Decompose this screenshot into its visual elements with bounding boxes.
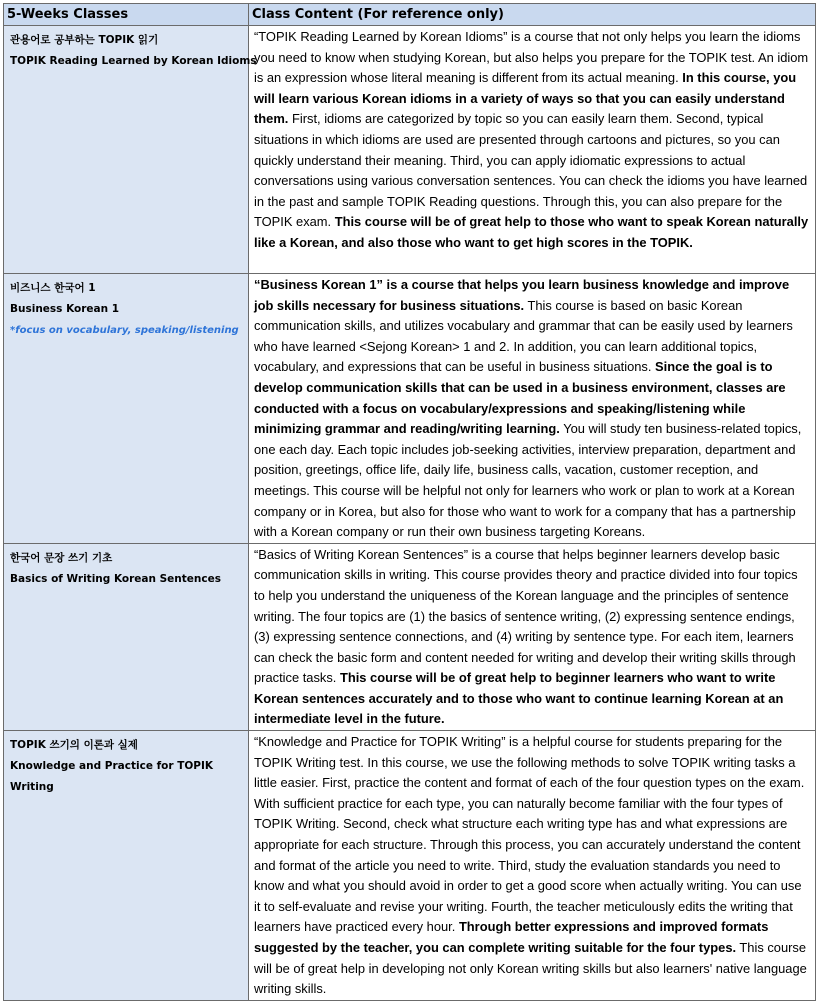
- class-title-english: Basics of Writing Korean Sentences: [10, 572, 221, 585]
- class-description: [254, 732, 811, 1000]
- description-highlight: “Business Korean 1” is a course that helps you learn business knowledge and improve job skills necessary for business situations.: [254, 277, 790, 313]
- class-focus-note: *focus on vocabulary, speaking/listening: [10, 325, 239, 336]
- class-content-cell: [249, 731, 816, 1001]
- description-text: “Basics of Writing Korean Sentences” is a course that helps beginner learners develop basic communication skills in writing. This course provides theory and practice divided into four topics to help you understand the uniqueness of the Korean language and the principles of sentence writing. The four topics are (1) the basics of sentence writing, (2) expressing sentence endings, (3) expressing sentence connections, and (4) writing by sentence type. For each item, learners can check the basic form and content needed for writing and develop their writing skills through practice tasks.: [254, 546, 798, 686]
- description-text: “TOPIK Reading Learned by Korean Idioms” is a course that not only helps you learn the idioms you need to know when studying Korean, but also helps you prepare for the TOPIK test. An idiom is an expression whose literal meaning is different from its actual meaning.: [254, 29, 809, 86]
- description-highlight: In this course, you will learn various Korean idioms in a variety of ways so that you can easily understand them.: [254, 70, 797, 127]
- classes-table: [3, 3, 816, 1001]
- header-classes: 5-Weeks Classes: [4, 4, 249, 26]
- class-title-english: Business Korean 1: [10, 303, 120, 315]
- header-content: Class Content (For reference only): [249, 4, 816, 26]
- description-text: This course will be of great help in developing not only Korean writing skills but also learners' native language writing skills.: [254, 940, 807, 997]
- class-title-korean: 비즈니스 한국어 1: [10, 282, 96, 294]
- class-title-english: TOPIK Reading Learned by Korean Idioms: [10, 55, 257, 67]
- class-title-cell: [4, 274, 249, 544]
- class-title-korean: 관용어로 공부하는 TOPIK 읽기: [10, 34, 159, 46]
- table-row: [4, 543, 816, 730]
- class-title-english: Knowledge and Practice for TOPIK Writing: [10, 760, 214, 794]
- class-title-cell: [4, 543, 249, 730]
- table-row: [4, 731, 816, 1001]
- class-title-korean: 한국어 문장 쓰기 기초: [10, 551, 113, 564]
- description-highlight: This course will be of great help to those who want to speak Korean naturally like a Korean, and also those who want to get high scores in the TOPIK.: [254, 214, 809, 250]
- class-description: [254, 275, 811, 543]
- description-text: “Knowledge and Practice for TOPIK Writing” is a helpful course for students preparing for the TOPIK Writing test. In this course, we use the following methods to solve TOPIK writing tasks a little easier. First, practice the content and format of each of the four question types on the exam. With sufficient practice for each type, you can naturally become familiar with the four types of TOPIK Writing. Second, check what structure each writing type has and what expressions are appropriate for each structure. Through this process, you can accurately understand the content and format of the article you need to write. Third, study the evaluation standards you need to know and what you should avoid in order to get a good score when actually writing. You can use it to self-evaluate and revise your writing. Fourth, the teacher meticulously edits the writing that learners have practiced every hour.: [254, 734, 805, 935]
- description-text: First, idioms are categorized by topic so you can easily learn them. Second, typical situations in which idioms are used are presented through cartoons and pictures, so you can quickly understand their meaning. Third, you can apply idiomatic expressions to actual conversations using various conversation sentences. You can check the idioms you have learned in the past and sample TOPIK Reading questions. Through this, you can also prepare for the TOPIK exam.: [254, 111, 808, 230]
- table-header-row: [4, 4, 816, 26]
- description-highlight: Since the goal is to develop communication skills that can be used in a business environment, classes are conducted with a focus on vocabulary/expressions and speaking/listening while minimizing grammar and reading/writing learning.: [254, 359, 786, 437]
- class-content-cell: [249, 26, 816, 274]
- description-highlight: Through better expressions and improved formats suggested by the teacher, you can complete writing suitable for the four types.: [254, 919, 769, 955]
- class-title-korean: TOPIK 쓰기의 이론과 실제: [10, 739, 138, 752]
- class-title-cell: [4, 731, 249, 1001]
- table-row: [4, 274, 816, 544]
- table-row: [4, 26, 816, 274]
- description-text: You will study ten business-related topics, one each day. Each topic includes job-seeking activities, interview preparation, department and position, greetings, office life, daily life, business calls, vacation, customer reception, and meetings. This course will be helpful not only for learners who work or plan to work at a Korean company or in Korea, but also for those who want to work for a company that has a partnership with a Korean company or run their own business targeting Koreans.: [254, 421, 802, 540]
- class-title-cell: [4, 26, 257, 274]
- class-content-cell: [249, 543, 816, 730]
- class-content-cell: [249, 274, 816, 544]
- class-description: [254, 545, 811, 730]
- description-text: This course is based on basic Korean communication skills, and utilizes vocabulary and grammar that can be easily used by learners who have learned <Sejong Korean> 1 and 2. In addition, you can learn additional topics, vocabulary, and expressions that can be useful in business situations.: [254, 297, 793, 375]
- class-description: [254, 27, 811, 254]
- description-highlight: This course will be of great help to beginner learners who want to write Korean sentences accurately and to those who want to continue learning Korean at an intermediate level in the future.: [254, 670, 784, 727]
